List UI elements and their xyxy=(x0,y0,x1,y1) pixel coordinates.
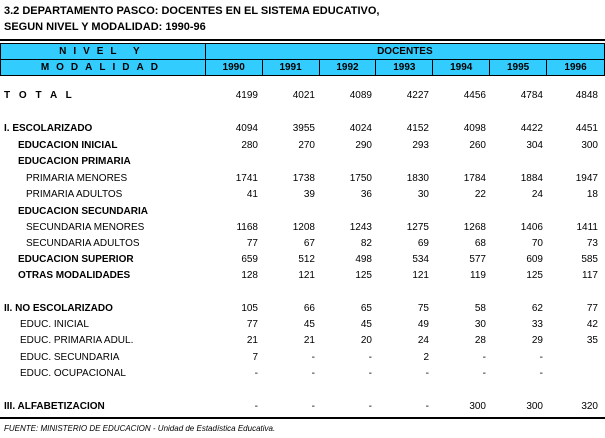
row-value: 4451 xyxy=(575,123,598,134)
row-value: 69 xyxy=(417,238,429,249)
row-label: SECUNDARIA MENORES xyxy=(26,222,145,233)
row-value: 121 xyxy=(412,270,429,281)
row-value: 77 xyxy=(246,238,258,249)
row-label: SECUNDARIA ADULTOS xyxy=(26,238,140,249)
row-value: 498 xyxy=(355,254,372,265)
header-year: 1992 xyxy=(319,60,376,76)
row-value: 534 xyxy=(412,254,429,265)
table-row xyxy=(0,333,605,349)
row-value: 4227 xyxy=(406,90,429,101)
row-label: EDUC. INICIAL xyxy=(20,319,89,330)
row-value: 1268 xyxy=(463,222,486,233)
row-value: 4422 xyxy=(520,123,543,134)
row-value: 29 xyxy=(531,335,543,346)
row-value: 28 xyxy=(474,335,486,346)
row-value: 1738 xyxy=(292,173,315,184)
header-year: 1996 xyxy=(547,60,605,76)
row-value: 21 xyxy=(303,335,315,346)
row-value: 68 xyxy=(474,238,486,249)
row-value: 20 xyxy=(360,335,372,346)
row-value: 18 xyxy=(586,189,598,200)
row-value: - xyxy=(482,368,486,379)
header-group-docentes: DOCENTES xyxy=(205,44,604,60)
row-value: - xyxy=(539,352,543,363)
row-label: EDUCACION SUPERIOR xyxy=(18,254,134,265)
row-value: 39 xyxy=(303,189,315,200)
row-value: - xyxy=(311,368,315,379)
row-value: 1243 xyxy=(349,222,372,233)
row-value: 260 xyxy=(469,140,486,151)
header-label-line-2: MODALIDAD xyxy=(1,60,206,76)
row-value: 577 xyxy=(469,254,486,265)
row-label: III. ALFABETIZACION xyxy=(4,401,105,412)
row-value: 125 xyxy=(355,270,372,281)
row-value: 4098 xyxy=(463,123,486,134)
row-label: EDUC. SECUNDARIA xyxy=(20,352,120,363)
table-title-line-2: SEGUN NIVEL Y MODALIDAD: 1990-96 xyxy=(4,21,206,33)
row-value: 512 xyxy=(298,254,315,265)
row-value: 1208 xyxy=(292,222,315,233)
row-value: 4456 xyxy=(463,90,486,101)
row-value: 66 xyxy=(303,303,315,314)
row-value: 125 xyxy=(526,270,543,281)
table-row xyxy=(0,268,605,284)
row-value: 121 xyxy=(298,270,315,281)
source-note: FUENTE: MINISTERIO DE EDUCACION - Unidad de Estadística Educativa. xyxy=(4,424,276,433)
row-label: T O T A L xyxy=(4,90,75,101)
table-row xyxy=(0,88,605,104)
row-value: 128 xyxy=(241,270,258,281)
row-value: - xyxy=(311,352,315,363)
header-year: 1994 xyxy=(433,60,490,76)
row-value: 105 xyxy=(241,303,258,314)
row-value: - xyxy=(311,401,315,412)
row-value: 4089 xyxy=(349,90,372,101)
table-row xyxy=(0,350,605,366)
row-value: - xyxy=(254,401,258,412)
row-value: 77 xyxy=(586,303,598,314)
row-value: 293 xyxy=(412,140,429,151)
table-row xyxy=(0,317,605,333)
row-value: 41 xyxy=(246,189,258,200)
row-value: 300 xyxy=(526,401,543,412)
row-value: 1884 xyxy=(520,173,543,184)
row-value: 73 xyxy=(586,238,598,249)
row-value: 4199 xyxy=(235,90,258,101)
row-label: OTRAS MODALIDADES xyxy=(18,270,131,281)
row-value: - xyxy=(482,352,486,363)
row-value: - xyxy=(254,368,258,379)
table-row xyxy=(0,204,605,220)
row-value: 4021 xyxy=(292,90,315,101)
table-row xyxy=(0,252,605,268)
row-value: 4024 xyxy=(349,123,372,134)
table-row xyxy=(0,121,605,137)
row-label: EDUC. OCUPACIONAL xyxy=(20,368,126,379)
row-value: 35 xyxy=(586,335,598,346)
row-value: 300 xyxy=(469,401,486,412)
table-title-line-1: 3.2 DEPARTAMENTO PASCO: DOCENTES EN EL SISTEMA EDUCATIVO, xyxy=(4,5,380,17)
row-value: - xyxy=(368,401,372,412)
row-value: 304 xyxy=(526,140,543,151)
row-value: 22 xyxy=(474,189,486,200)
row-value: 4094 xyxy=(235,123,258,134)
row-value: 75 xyxy=(417,303,429,314)
row-value: 24 xyxy=(531,189,543,200)
table-row xyxy=(0,236,605,252)
row-value: 45 xyxy=(360,319,372,330)
row-value: 77 xyxy=(246,319,258,330)
row-value: 117 xyxy=(582,270,598,281)
row-value: 49 xyxy=(417,319,429,330)
row-value: 58 xyxy=(474,303,486,314)
row-label: I. ESCOLARIZADO xyxy=(4,123,93,134)
row-label: EDUCACION SECUNDARIA xyxy=(18,206,149,217)
row-value: 290 xyxy=(355,140,372,151)
top-rule xyxy=(0,39,605,41)
row-value: 2 xyxy=(423,352,429,363)
row-value: 4784 xyxy=(520,90,543,101)
row-value: 1750 xyxy=(349,173,372,184)
header-year: 1990 xyxy=(205,60,262,76)
table-row xyxy=(0,366,605,382)
row-value: 7 xyxy=(252,352,258,363)
row-value: - xyxy=(425,368,429,379)
row-value: 659 xyxy=(241,254,258,265)
header-year: 1995 xyxy=(490,60,547,76)
row-label: PRIMARIA ADULTOS xyxy=(26,189,123,200)
row-value: 1830 xyxy=(406,173,429,184)
table-row xyxy=(0,171,605,187)
table-row xyxy=(0,187,605,203)
row-value: 4848 xyxy=(575,90,598,101)
row-value: 24 xyxy=(417,335,429,346)
header-year: 1991 xyxy=(262,60,319,76)
row-value: - xyxy=(539,368,543,379)
header-year: 1993 xyxy=(376,60,433,76)
row-value: 119 xyxy=(470,270,486,281)
row-value: 585 xyxy=(581,254,598,265)
row-value: 82 xyxy=(360,238,372,249)
row-value: 1411 xyxy=(576,222,598,233)
row-value: 21 xyxy=(246,335,258,346)
table-row xyxy=(0,154,605,170)
row-label: EDUC. PRIMARIA ADUL. xyxy=(20,335,134,346)
table-row xyxy=(0,138,605,154)
row-label: EDUCACION PRIMARIA xyxy=(18,156,131,167)
row-value: 3955 xyxy=(292,123,315,134)
row-value: 36 xyxy=(360,189,372,200)
bottom-rule xyxy=(0,417,605,419)
row-label: EDUCACION INICIAL xyxy=(18,140,118,151)
row-value: 45 xyxy=(303,319,315,330)
row-label: II. NO ESCOLARIZADO xyxy=(4,303,113,314)
row-value: 33 xyxy=(531,319,543,330)
row-value: 30 xyxy=(417,189,429,200)
row-value: 4152 xyxy=(406,123,429,134)
row-value: 280 xyxy=(241,140,258,151)
row-value: 1406 xyxy=(520,222,543,233)
row-label: PRIMARIA MENORES xyxy=(26,173,128,184)
row-value: 67 xyxy=(303,238,315,249)
row-value: 270 xyxy=(298,140,315,151)
row-value: 42 xyxy=(586,319,598,330)
row-value: 70 xyxy=(531,238,543,249)
row-value: 65 xyxy=(360,303,372,314)
row-value: 62 xyxy=(531,303,543,314)
table-header xyxy=(0,43,605,76)
row-value: 320 xyxy=(581,401,598,412)
row-value: 1741 xyxy=(235,173,258,184)
row-value: 1947 xyxy=(575,173,598,184)
row-value: 1168 xyxy=(236,222,258,233)
row-value: 609 xyxy=(526,254,543,265)
row-value: 1784 xyxy=(463,173,486,184)
row-value: 1275 xyxy=(406,222,429,233)
header-label-line-1: NIVEL Y xyxy=(1,44,206,60)
row-value: - xyxy=(368,368,372,379)
table-row xyxy=(0,399,605,415)
table-row xyxy=(0,220,605,236)
row-value: - xyxy=(425,401,429,412)
table-row xyxy=(0,301,605,317)
row-value: 300 xyxy=(581,140,598,151)
row-value: - xyxy=(368,352,372,363)
row-value: 30 xyxy=(474,319,486,330)
